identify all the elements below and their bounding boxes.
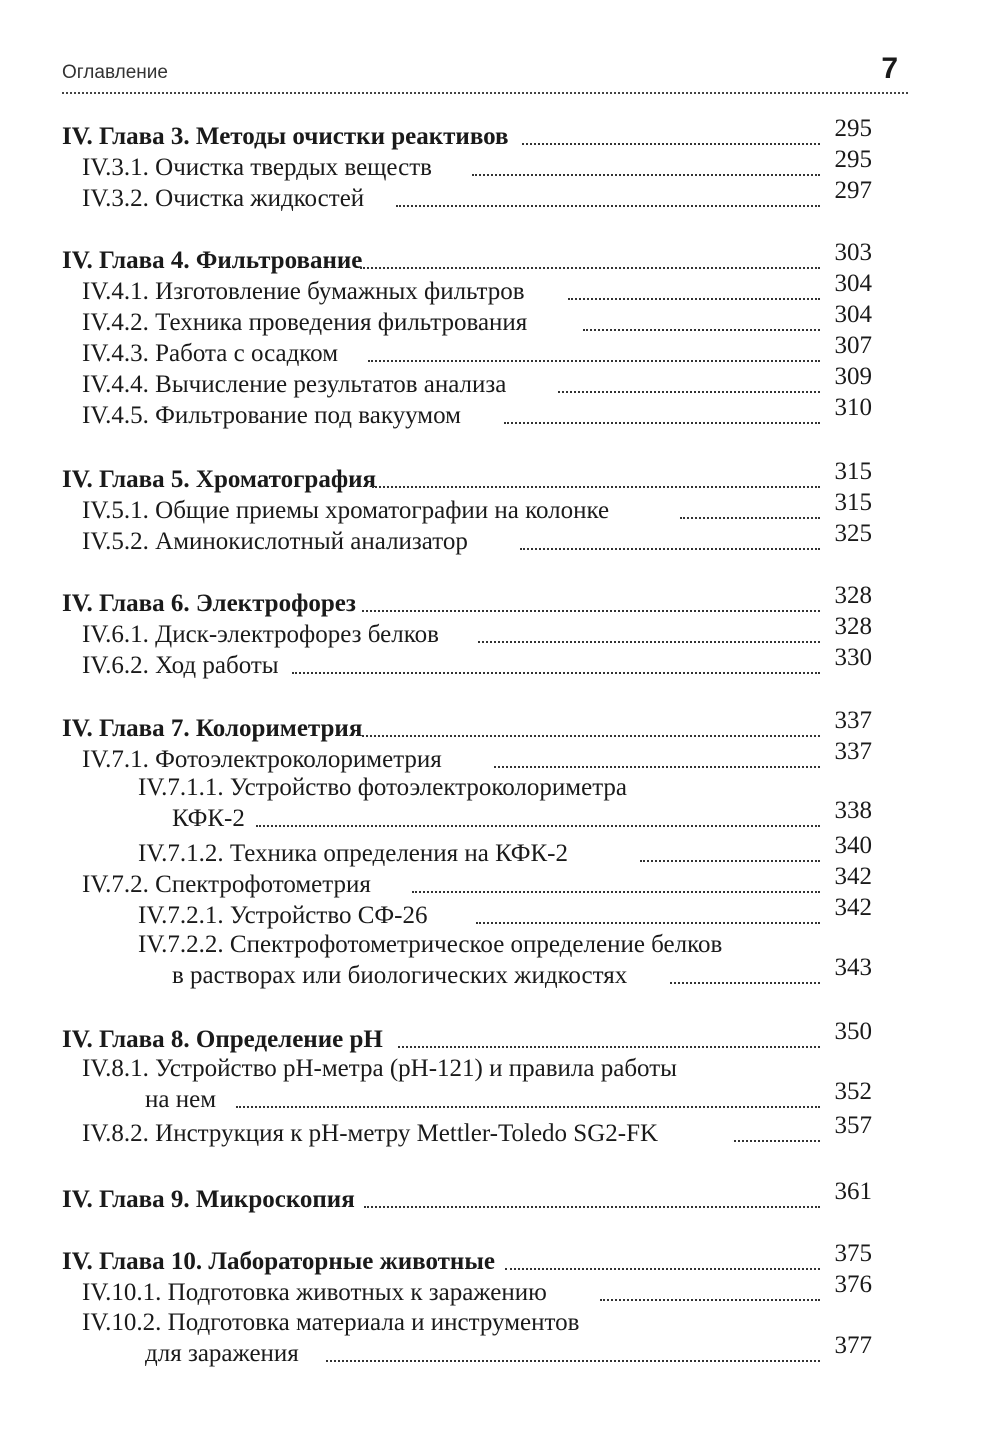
toc-entry-title: IV. Глава 9. Микроскопия (62, 1186, 355, 1213)
dot-leader (640, 860, 820, 862)
toc-entry-title-continuation: для заражения (145, 1340, 299, 1367)
toc-page-number: 337 (834, 738, 872, 765)
dot-leader (292, 672, 820, 674)
header-divider (62, 92, 908, 94)
toc-entry-title: IV. Глава 6. Электрофорез (62, 590, 356, 617)
toc-entry-title: IV.4.3. Работа с осадком (82, 340, 339, 367)
dot-leader (520, 548, 820, 550)
dot-leader (558, 391, 820, 393)
page-number: 7 (881, 52, 898, 85)
toc-page-number: 304 (834, 301, 872, 328)
dot-leader (472, 174, 820, 176)
toc-page-number: 352 (834, 1078, 872, 1105)
toc-page-number: 342 (834, 894, 872, 921)
toc-entry-title: IV.7.1.1. Устройство фотоэлектроколориметра (138, 774, 628, 801)
toc-page-number: 295 (834, 146, 872, 173)
toc-page-number: 338 (834, 797, 872, 824)
toc-entry-title: IV.4.4. Вычисление результатов анализа (82, 371, 507, 398)
toc-entry-title: IV.7.1.2. Техника определения на КФК-2 (138, 840, 568, 867)
toc-entry-title: IV.10.1. Подготовка животных к заражению (82, 1279, 547, 1306)
toc-page-number: 377 (834, 1332, 872, 1359)
dot-leader (734, 1140, 820, 1142)
toc-page-number: 350 (834, 1018, 872, 1045)
toc-entry-title: IV. Глава 10. Лабораторные животные (62, 1248, 495, 1275)
toc-entry-title: IV.10.2. Подготовка материала и инструментов (82, 1309, 580, 1336)
dot-leader (522, 143, 820, 145)
toc-chapter[interactable] (0, 1178, 1000, 1216)
toc-entry-title: IV.4.1. Изготовление бумажных фильтров (82, 278, 525, 305)
toc-entry-title: IV.7.2.1. Устройство СФ-26 (138, 902, 428, 929)
dot-leader (412, 891, 820, 893)
toc-entry-title: IV. Глава 7. Колориметрия (62, 715, 363, 742)
dot-leader (236, 1106, 820, 1108)
dot-leader (494, 766, 820, 768)
toc-page-number: 303 (834, 239, 872, 266)
toc-page-number: 310 (834, 394, 872, 421)
toc-page-number: 295 (834, 115, 872, 142)
toc-entry-title: IV.3.2. Очистка жидкостей (82, 185, 365, 212)
dot-leader (478, 641, 820, 643)
toc-section[interactable] (0, 1307, 1000, 1369)
toc-page-number: 343 (834, 954, 872, 981)
toc-entry-title: IV.5.2. Аминокислотный анализатор (82, 528, 468, 555)
dot-leader (368, 360, 820, 362)
toc-page-number: 315 (834, 458, 872, 485)
dot-leader (362, 735, 820, 737)
toc-page-number: 340 (834, 832, 872, 859)
toc-page-number: 357 (834, 1112, 872, 1139)
dot-leader (362, 610, 820, 612)
dot-leader (680, 517, 820, 519)
toc-entry-title: IV.8.1. Устройство pH-метра (pH-121) и правила работы (82, 1055, 677, 1082)
toc-page-number: 328 (834, 613, 872, 640)
dot-leader (568, 298, 820, 300)
toc-subsection[interactable] (0, 929, 1000, 991)
dot-leader (476, 922, 820, 924)
toc-page-number: 328 (834, 582, 872, 609)
dot-leader (326, 1360, 820, 1362)
toc-entry-title: IV.7.1. Фотоэлектроколориметрия (82, 746, 442, 773)
dot-leader (396, 205, 820, 207)
toc-page-number: 325 (834, 520, 872, 547)
toc-entry-title: IV. Глава 5. Хроматография (62, 466, 377, 493)
toc-entry-title: IV.6.1. Диск-электрофорез белков (82, 621, 439, 648)
dot-leader (505, 1268, 820, 1270)
toc-section[interactable] (0, 644, 1000, 682)
toc-section[interactable] (0, 1112, 1000, 1150)
toc-entry-title: IV. Глава 3. Методы очистки реактивов (62, 123, 509, 150)
dot-leader (600, 1299, 820, 1301)
dot-leader (504, 422, 820, 424)
toc-page-number: 330 (834, 644, 872, 671)
toc-page-number: 309 (834, 363, 872, 390)
dot-leader (372, 486, 820, 488)
toc-entry-title-continuation: в растворах или биологических жидкостях (172, 962, 628, 989)
toc-page-number: 315 (834, 489, 872, 516)
toc-chapter[interactable] (0, 1018, 1000, 1056)
toc-subsection[interactable] (0, 894, 1000, 932)
toc-page-number: 342 (834, 863, 872, 890)
dot-leader (583, 329, 820, 331)
dot-leader (670, 982, 820, 984)
dot-leader (364, 1206, 820, 1208)
toc-section[interactable] (0, 1053, 1000, 1115)
toc-entry-title: IV.3.1. Очистка твердых веществ (82, 154, 432, 181)
toc-page-number: 361 (834, 1178, 872, 1205)
toc-section[interactable] (0, 394, 1000, 432)
toc-entry-title: IV.4.5. Фильтрование под вакуумом (82, 402, 461, 429)
toc-page-number: 375 (834, 1240, 872, 1267)
toc-page-number: 297 (834, 177, 872, 204)
toc-page-number: 337 (834, 707, 872, 734)
dot-leader (256, 825, 820, 827)
dot-leader (360, 267, 820, 269)
toc-entry-title-continuation: КФК-2 (172, 805, 245, 832)
toc-page-number: 304 (834, 270, 872, 297)
toc-entry-title: IV.5.1. Общие приемы хроматографии на колонке (82, 497, 610, 524)
toc-entry-title: IV.7.2. Спектрофотометрия (82, 871, 371, 898)
toc-entry-title: IV. Глава 4. Фильтрование (62, 247, 363, 274)
toc-entry-title: IV.7.2.2. Спектрофотометрическое определение белков (138, 931, 723, 958)
toc-section[interactable] (0, 177, 1000, 215)
toc-entry-title: IV.6.2. Ход работы (82, 652, 279, 679)
dot-leader (398, 1046, 820, 1048)
toc-entry-title-continuation: на нем (145, 1086, 217, 1113)
toc-subsection[interactable] (0, 772, 1000, 834)
header-title: Оглавление (62, 62, 168, 83)
toc-section[interactable] (0, 520, 1000, 558)
toc-page-number: 376 (834, 1271, 872, 1298)
toc-page-number: 307 (834, 332, 872, 359)
toc-entry-title: IV.4.2. Техника проведения фильтрования (82, 309, 528, 336)
toc-section[interactable] (0, 1271, 1000, 1309)
toc-entry-title: IV. Глава 8. Определение pH (62, 1026, 383, 1053)
toc-entry-title: IV.8.2. Инструкция к pH-метру Mettler-Toledo SG2-FK (82, 1120, 659, 1147)
